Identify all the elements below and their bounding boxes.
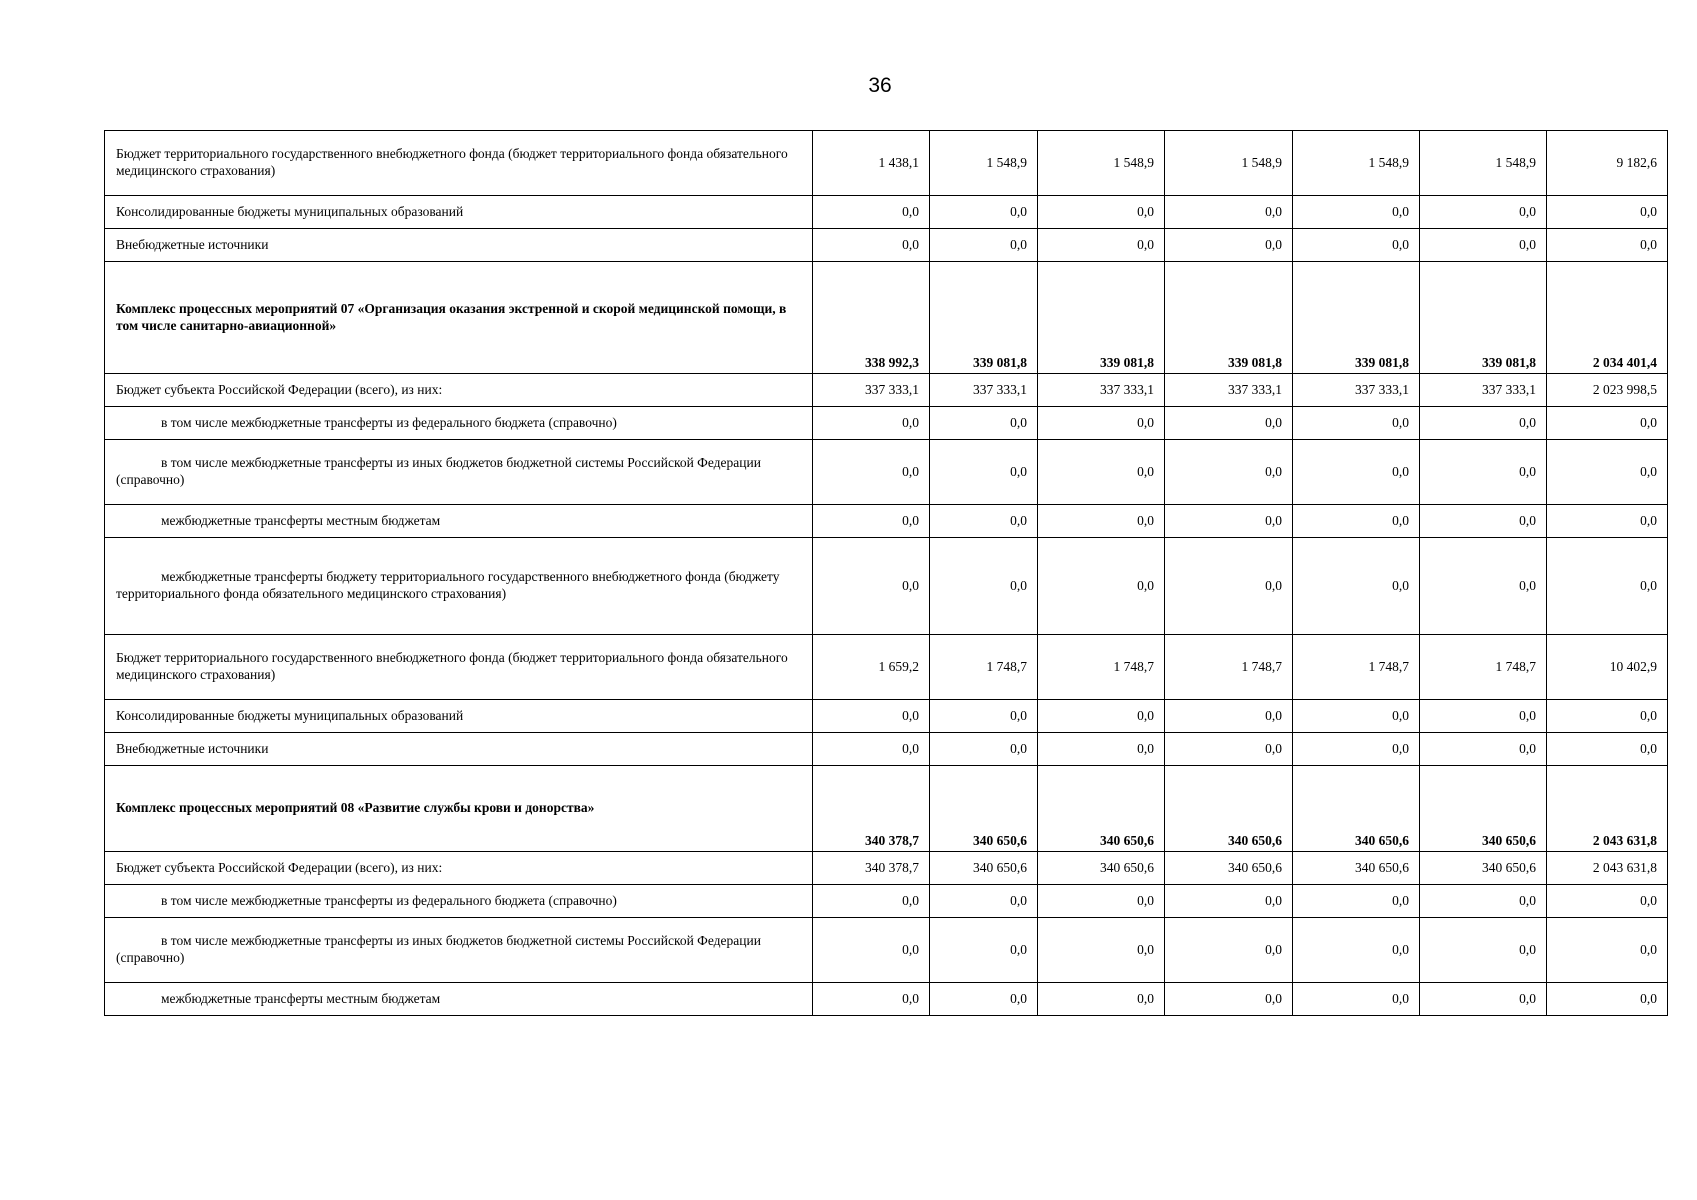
value-cell: 339 081,8: [1420, 262, 1547, 374]
value-cell: 1 659,2: [813, 635, 930, 700]
total-cell: 9 182,6: [1547, 131, 1668, 196]
value-cell: 340 650,6: [930, 766, 1038, 852]
value-cell: 0,0: [930, 505, 1038, 538]
value-cell: 1 748,7: [1293, 635, 1420, 700]
value-cell: 0,0: [1038, 196, 1165, 229]
value-cell: 340 650,6: [930, 852, 1038, 885]
total-cell: 2 043 631,8: [1547, 852, 1668, 885]
value-cell: 0,0: [1420, 538, 1547, 635]
value-cell: 0,0: [1165, 733, 1293, 766]
value-cell: 0,0: [1165, 229, 1293, 262]
value-cell: 0,0: [1165, 440, 1293, 505]
section-title: Комплекс процессных мероприятий 07 «Организация оказания экстренной и скорой медицинской помощи, в том числе санитарно-авиационной»: [105, 262, 813, 374]
value-cell: 0,0: [1038, 505, 1165, 538]
total-cell: 2 043 631,8: [1547, 766, 1668, 852]
total-cell: 10 402,9: [1547, 635, 1668, 700]
table-row: [105, 538, 1668, 635]
value-cell: 0,0: [813, 733, 930, 766]
value-cell: 0,0: [1293, 407, 1420, 440]
row-label: межбюджетные трансферты местным бюджетам: [105, 983, 813, 1016]
value-cell: 0,0: [1420, 983, 1547, 1016]
row-label: в том числе межбюджетные трансферты из иных бюджетов бюджетной системы Российской Федерации (справочно): [105, 440, 813, 505]
value-cell: 339 081,8: [930, 262, 1038, 374]
value-cell: 0,0: [813, 983, 930, 1016]
value-cell: 0,0: [1165, 505, 1293, 538]
value-cell: 337 333,1: [1038, 374, 1165, 407]
table-row: [105, 440, 1668, 505]
value-cell: 0,0: [1293, 229, 1420, 262]
value-cell: 0,0: [930, 538, 1038, 635]
value-cell: 340 650,6: [1420, 766, 1547, 852]
total-cell: 0,0: [1547, 700, 1668, 733]
value-cell: 0,0: [1038, 983, 1165, 1016]
value-cell: 0,0: [813, 918, 930, 983]
value-cell: 1 548,9: [1038, 131, 1165, 196]
value-cell: 0,0: [1293, 918, 1420, 983]
value-cell: 0,0: [930, 229, 1038, 262]
total-cell: 0,0: [1547, 407, 1668, 440]
total-cell: 0,0: [1547, 505, 1668, 538]
section-row: [105, 262, 1668, 374]
value-cell: 0,0: [1420, 505, 1547, 538]
value-cell: 0,0: [930, 700, 1038, 733]
row-label: Консолидированные бюджеты муниципальных образований: [105, 700, 813, 733]
table-row: [105, 700, 1668, 733]
value-cell: 0,0: [1293, 538, 1420, 635]
table-row: [105, 374, 1668, 407]
table-row: [105, 131, 1668, 196]
value-cell: 0,0: [813, 885, 930, 918]
row-label: Внебюджетные источники: [105, 733, 813, 766]
total-cell: 0,0: [1547, 538, 1668, 635]
value-cell: 0,0: [813, 505, 930, 538]
value-cell: 1 748,7: [930, 635, 1038, 700]
value-cell: 0,0: [1038, 733, 1165, 766]
table-row: [105, 407, 1668, 440]
value-cell: 339 081,8: [1038, 262, 1165, 374]
total-cell: 0,0: [1547, 440, 1668, 505]
value-cell: 339 081,8: [1293, 262, 1420, 374]
value-cell: 340 650,6: [1293, 852, 1420, 885]
total-cell: 0,0: [1547, 983, 1668, 1016]
table-row: [105, 733, 1668, 766]
value-cell: 0,0: [930, 885, 1038, 918]
row-label: в том числе межбюджетные трансферты из иных бюджетов бюджетной системы Российской Федерации (справочно): [105, 918, 813, 983]
section-row: [105, 766, 1668, 852]
total-cell: 2 034 401,4: [1547, 262, 1668, 374]
value-cell: 0,0: [930, 733, 1038, 766]
total-cell: 0,0: [1547, 918, 1668, 983]
table-row: [105, 885, 1668, 918]
value-cell: 0,0: [1420, 733, 1547, 766]
total-cell: 0,0: [1547, 733, 1668, 766]
value-cell: 1 748,7: [1038, 635, 1165, 700]
value-cell: 0,0: [1293, 733, 1420, 766]
value-cell: 0,0: [1165, 885, 1293, 918]
value-cell: 1 438,1: [813, 131, 930, 196]
value-cell: 1 548,9: [1420, 131, 1547, 196]
row-label: межбюджетные трансферты бюджету территориального государственного внебюджетного фонда (бюджету территориального фонда обязательного медицинского страхования): [105, 538, 813, 635]
value-cell: 0,0: [1293, 700, 1420, 733]
row-label: Бюджет территориального государственного внебюджетного фонда (бюджет территориального фонда обязательного медицинского страхования): [105, 635, 813, 700]
table-row: [105, 196, 1668, 229]
table-row: [105, 229, 1668, 262]
value-cell: 0,0: [813, 196, 930, 229]
value-cell: 0,0: [930, 918, 1038, 983]
value-cell: 1 748,7: [1420, 635, 1547, 700]
value-cell: 0,0: [1165, 700, 1293, 733]
value-cell: 0,0: [1038, 440, 1165, 505]
value-cell: 0,0: [1038, 538, 1165, 635]
value-cell: 0,0: [1420, 918, 1547, 983]
value-cell: 0,0: [1165, 538, 1293, 635]
value-cell: 340 378,7: [813, 766, 930, 852]
value-cell: 0,0: [1293, 505, 1420, 538]
table-row: [105, 635, 1668, 700]
section-title: Комплекс процессных мероприятий 08 «Развитие службы крови и донорства»: [105, 766, 813, 852]
value-cell: 0,0: [1165, 983, 1293, 1016]
table-row: [105, 505, 1668, 538]
value-cell: 0,0: [813, 407, 930, 440]
row-label: в том числе межбюджетные трансферты из федерального бюджета (справочно): [105, 407, 813, 440]
page-number: 36: [868, 74, 892, 97]
value-cell: 0,0: [1038, 918, 1165, 983]
value-cell: 340 378,7: [813, 852, 930, 885]
value-cell: 0,0: [930, 440, 1038, 505]
value-cell: 0,0: [1293, 196, 1420, 229]
value-cell: 0,0: [1165, 918, 1293, 983]
row-label: Бюджет субъекта Российской Федерации (всего), из них:: [105, 852, 813, 885]
value-cell: 0,0: [1038, 700, 1165, 733]
total-cell: 0,0: [1547, 229, 1668, 262]
value-cell: 1 548,9: [1165, 131, 1293, 196]
value-cell: 337 333,1: [1165, 374, 1293, 407]
row-label: в том числе межбюджетные трансферты из федерального бюджета (справочно): [105, 885, 813, 918]
value-cell: 0,0: [1420, 885, 1547, 918]
row-label: Консолидированные бюджеты муниципальных образований: [105, 196, 813, 229]
value-cell: 340 650,6: [1038, 852, 1165, 885]
value-cell: 0,0: [813, 700, 930, 733]
table-row: [105, 918, 1668, 983]
value-cell: 340 650,6: [1038, 766, 1165, 852]
value-cell: 0,0: [1038, 407, 1165, 440]
value-cell: 0,0: [1420, 700, 1547, 733]
value-cell: 340 650,6: [1420, 852, 1547, 885]
value-cell: 0,0: [930, 983, 1038, 1016]
value-cell: 0,0: [1293, 885, 1420, 918]
value-cell: 0,0: [930, 196, 1038, 229]
value-cell: 0,0: [1038, 229, 1165, 262]
budget-table: [104, 130, 1668, 1016]
row-label: Бюджет субъекта Российской Федерации (всего), из них:: [105, 374, 813, 407]
value-cell: 0,0: [1293, 983, 1420, 1016]
value-cell: 0,0: [1420, 440, 1547, 505]
value-cell: 0,0: [813, 538, 930, 635]
value-cell: 0,0: [813, 229, 930, 262]
total-cell: 2 023 998,5: [1547, 374, 1668, 407]
value-cell: 340 650,6: [1293, 766, 1420, 852]
value-cell: 1 548,9: [1293, 131, 1420, 196]
value-cell: 337 333,1: [1293, 374, 1420, 407]
table-row: [105, 983, 1668, 1016]
row-label: межбюджетные трансферты местным бюджетам: [105, 505, 813, 538]
value-cell: 340 650,6: [1165, 852, 1293, 885]
value-cell: 0,0: [1038, 885, 1165, 918]
total-cell: 0,0: [1547, 885, 1668, 918]
value-cell: 338 992,3: [813, 262, 930, 374]
value-cell: 0,0: [813, 440, 930, 505]
value-cell: 0,0: [1165, 407, 1293, 440]
value-cell: 1 748,7: [1165, 635, 1293, 700]
value-cell: 337 333,1: [813, 374, 930, 407]
value-cell: 1 548,9: [930, 131, 1038, 196]
value-cell: 337 333,1: [1420, 374, 1547, 407]
value-cell: 0,0: [1420, 196, 1547, 229]
value-cell: 339 081,8: [1165, 262, 1293, 374]
value-cell: 0,0: [1293, 440, 1420, 505]
value-cell: 0,0: [1420, 229, 1547, 262]
value-cell: 0,0: [930, 407, 1038, 440]
table-row: [105, 852, 1668, 885]
value-cell: 340 650,6: [1165, 766, 1293, 852]
row-label: Бюджет территориального государственного внебюджетного фонда (бюджет территориального фонда обязательного медицинского страхования): [105, 131, 813, 196]
row-label: Внебюджетные источники: [105, 229, 813, 262]
value-cell: 0,0: [1420, 407, 1547, 440]
total-cell: 0,0: [1547, 196, 1668, 229]
value-cell: 337 333,1: [930, 374, 1038, 407]
value-cell: 0,0: [1165, 196, 1293, 229]
